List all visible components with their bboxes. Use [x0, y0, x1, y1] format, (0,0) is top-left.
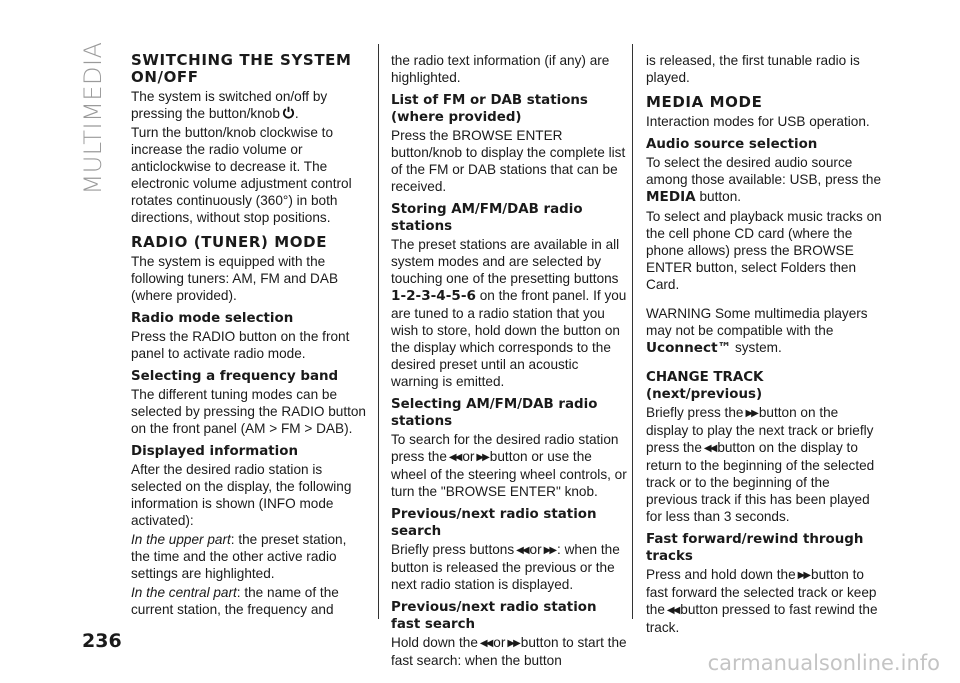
paragraph: In the upper part: the preset station, the time and the other active radio settings are highlighted.	[131, 532, 347, 581]
next-icon: ▶▶	[476, 452, 488, 463]
paragraph: Turn the button/knob clockwise to increase the radio volume or anticlockwise to decrease it. The electronic volume adjustment control rotates continuously (360°) in both directions, without stop positions.	[131, 125, 352, 225]
column-3	[646, 52, 882, 638]
heading-switching: SWITCHING THE SYSTEM ON/OFF	[131, 51, 352, 86]
paragraph: Briefly press the ▶▶ button on the display to play the next track or briefly press the ◀◀ button on the display to return to the beginning of the selected track or to the beginning of the previous track if this has been played for less than 3 seconds.	[646, 405, 875, 524]
previous-icon: ◀◀	[703, 443, 716, 454]
power-icon	[280, 106, 295, 121]
previous-icon: ◀◀	[666, 605, 679, 616]
heading-storing: Storing AM/FM/DAB radio stations	[391, 202, 583, 234]
next-icon: ▶▶	[797, 570, 810, 581]
paragraph: Press the BROWSE ENTER button/knob to display the complete list of the FM or DAB stations that can be received.	[391, 128, 626, 194]
heading-radio-mode: RADIO (TUNER) MODE	[131, 233, 328, 251]
heading-audio-source: Audio source selection	[646, 137, 818, 152]
previous-icon: ◀◀	[448, 452, 461, 463]
page-number: 236	[82, 630, 122, 652]
heading-selecting: Selecting AM/FM/DAB radio stations	[391, 397, 598, 429]
heading-displayed-info: Displayed information	[131, 444, 298, 459]
paragraph: Briefly press buttons ◀◀ or ▶▶ : when the button is released the previous or the next radio station is displayed.	[391, 542, 620, 592]
column-divider	[378, 44, 379, 619]
paragraph: Hold down the ◀◀ or ▶▶ button to start the fast search: when the button	[391, 635, 627, 668]
section-tab: MULTIMEDIA	[79, 41, 107, 195]
heading-media-mode: MEDIA MODE	[646, 93, 763, 111]
paragraph: Interaction modes for USB operation.	[646, 114, 870, 129]
paragraph: The system is switched on/off by pressing the button/knob .	[131, 89, 328, 121]
paragraph: In the central part: the name of the current station, the frequency and	[131, 585, 339, 617]
heading-fast-search: Previous/next radio station fast search	[391, 600, 597, 632]
paragraph: The different tuning modes can be selected by pressing the RADIO button on the front panel (AM > FM > DAB).	[131, 387, 366, 436]
paragraph: Press and hold down the ▶▶ button to fast forward the selected track or keep the ◀◀ button pressed to fast rewind the track.	[646, 567, 878, 635]
next-icon: ▶▶	[745, 408, 757, 419]
paragraph: To select the desired audio source among those available: USB, press the MEDIA button.	[646, 155, 882, 205]
heading-frequency-band: Selecting a frequency band	[131, 369, 339, 384]
watermark: carmanualsonline.info	[707, 651, 940, 675]
heading-prev-next: Previous/next radio station search	[391, 507, 597, 539]
paragraph: is released, the first tunable radio is played.	[646, 53, 860, 85]
paragraph: the radio text information (if any) are highlighted.	[391, 53, 610, 85]
heading-fast-forward: Fast forward/rewind through tracks	[646, 532, 864, 564]
next-icon: ▶▶	[507, 638, 519, 649]
paragraph: Press the RADIO button on the front panel to activate radio mode.	[131, 329, 350, 361]
column-1	[131, 52, 367, 620]
heading-station-list: List of FM or DAB stations (where provided)	[391, 93, 588, 125]
paragraph: The preset stations are available in all system modes and are selected by touching one of the presetting buttons 1-2-3-4-5-6 on the front panel. If you are tuned to a radio station that you wish to store, hold down the button on the display which corresponds to the desired preset until an acoustic warning is emitted.	[391, 237, 627, 389]
paragraph: To search for the desired radio station press the ◀◀ or ▶▶ button or use the wheel of the steering wheel controls, or turn the "BROWSE ENTER" knob.	[391, 432, 627, 499]
column-divider	[632, 44, 633, 619]
paragraph: After the desired radio station is selected on the display, the following information is shown (INFO mode activated):	[131, 462, 352, 528]
paragraph: To select and playback music tracks on the cell phone CD card (where the phone allows) press the BROWSE ENTER button, select Folders then Card.	[646, 209, 882, 292]
previous-icon: ◀◀	[479, 638, 492, 649]
previous-icon: ◀◀	[516, 545, 528, 556]
paragraph: The system is equipped with the following tuners: AM, FM and DAB (where provided).	[131, 254, 339, 303]
heading-radio-selection: Radio mode selection	[131, 311, 294, 326]
column-2	[391, 52, 627, 671]
next-icon: ▶▶	[543, 545, 556, 556]
warning: WARNING Some multimedia players may not be compatible with the Uconnect™ system.	[646, 306, 868, 356]
heading-change-track: CHANGE TRACK (next/previous)	[646, 370, 764, 402]
